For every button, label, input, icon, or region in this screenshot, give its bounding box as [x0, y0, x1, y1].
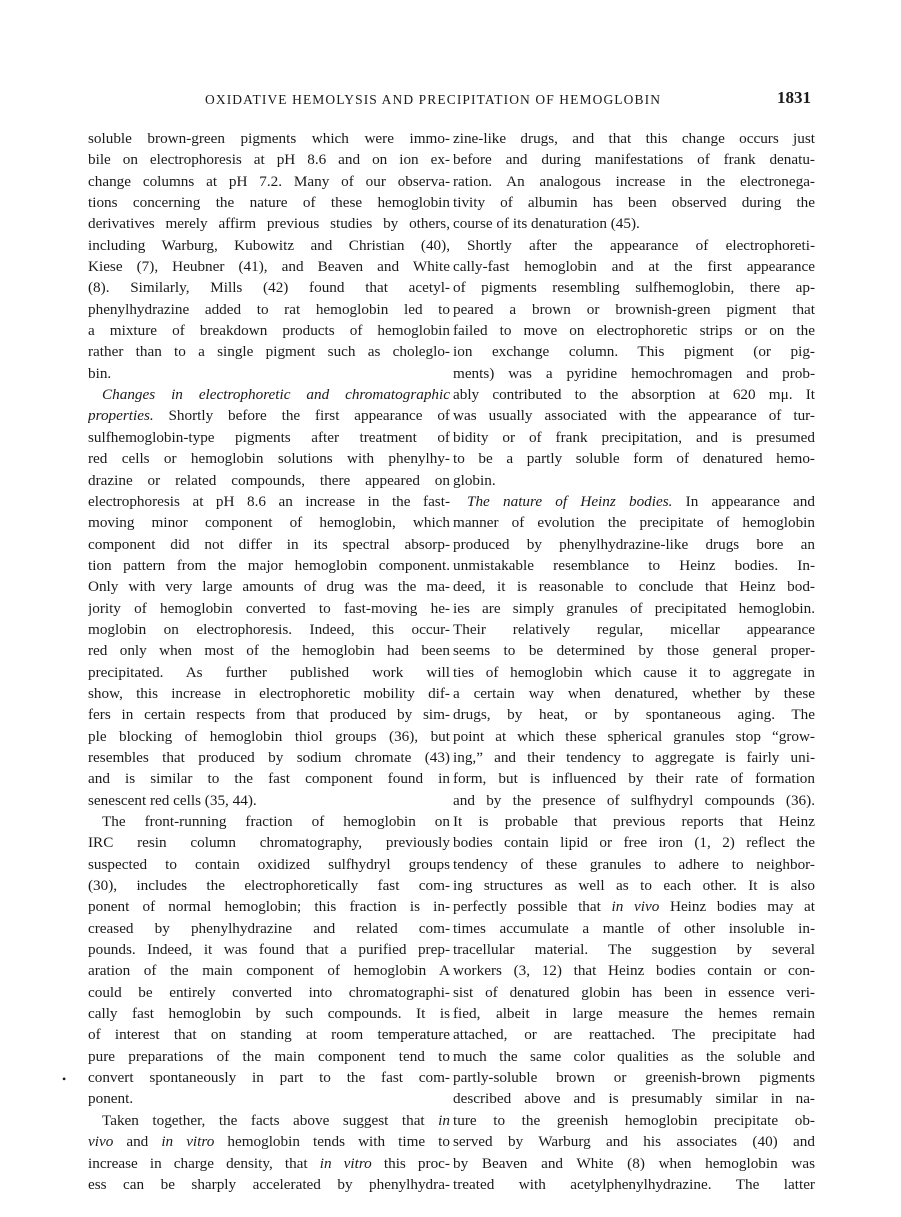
text-run: senescent red cells (35, 44). — [88, 791, 257, 809]
text-run: point at which these spherical granules stop “grow- — [453, 727, 815, 745]
text-run: perfectly possible that — [453, 898, 612, 916]
text-line — [453, 427, 815, 448]
text-line — [453, 683, 815, 704]
text-line — [453, 128, 815, 149]
text-run: ing structures as well as to each other. It is also — [453, 877, 815, 895]
text-line — [453, 256, 815, 277]
text-run: ion exchange column. This pigment (or pig- — [453, 343, 815, 361]
text-line — [88, 960, 450, 981]
text-run: unmistakable resemblance to Heinz bodies. In- — [453, 556, 815, 574]
text-run: ing,” and their tendency to aggregate is fairly uni- — [453, 748, 815, 766]
text-line — [453, 491, 815, 512]
text-run: drazine or related compounds, there appeared on — [88, 471, 450, 489]
text-line — [88, 982, 450, 1003]
text-line — [88, 235, 450, 256]
text-run: bile on electrophoresis at pH 8.6 and on ion ex- — [88, 151, 450, 169]
italic-text: Changes in electrophoretic and chromatographic — [102, 386, 450, 404]
text-line — [453, 960, 815, 981]
text-line — [453, 470, 815, 491]
text-run: before and during manifestations of frank denatu- — [453, 151, 815, 169]
text-run: Only with very large amounts of drug was the ma- — [88, 578, 450, 596]
text-run: derivatives merely affirm previous studies by others, — [88, 215, 450, 233]
text-run: show, this increase in electrophoretic mobility dif- — [88, 684, 450, 702]
text-line — [88, 256, 450, 277]
text-run: tions concerning the nature of these hemoglobin — [88, 194, 450, 212]
text-run: zine-like drugs, and that this change occurs just — [453, 130, 815, 147]
text-run: globin. — [453, 471, 496, 489]
text-run: workers (3, 12) that Heinz bodies contain or con- — [453, 962, 815, 980]
text-run: times accumulate a mantle of other insoluble in- — [453, 919, 815, 937]
text-run: Heinz bodies may at — [659, 898, 815, 916]
italic-text: in vivo — [611, 898, 660, 916]
text-run: pounds. Indeed, it was found that a purified prep- — [88, 941, 450, 959]
text-run: much the same color qualities as the soluble and — [453, 1047, 815, 1065]
text-run: sist of denatured globin has been in essence veri- — [453, 983, 815, 1001]
text-run: bidity or of frank precipitation, and is presumed — [453, 428, 815, 446]
text-run: could be entirely converted into chromatographi- — [88, 983, 450, 1001]
text-run: Shortly after the appearance of electrophoreti- — [467, 236, 815, 254]
text-run: component did not differ in its spectral absorp- — [88, 535, 450, 553]
text-line — [453, 235, 815, 256]
text-line — [88, 384, 450, 405]
text-run: It is probable that previous reports that Heinz — [453, 813, 815, 830]
text-line — [453, 1067, 815, 1088]
text-line — [88, 619, 450, 640]
text-run: electrophoresis at pH 8.6 an increase in the fast- — [88, 492, 450, 510]
text-line — [88, 1046, 450, 1067]
text-line — [453, 405, 815, 426]
text-line — [88, 1153, 450, 1174]
text-line — [88, 405, 450, 426]
text-run: a certain way when denatured, whether by these — [453, 684, 815, 702]
text-run: partly-soluble brown or greenish-brown pigments — [453, 1069, 815, 1087]
text-line — [453, 1110, 815, 1131]
text-line — [453, 662, 815, 683]
italic-text: in vitro — [319, 1154, 372, 1172]
text-line — [453, 171, 815, 192]
text-line — [453, 299, 815, 320]
text-line — [453, 341, 815, 362]
text-line — [453, 555, 815, 576]
text-run: ture to the greenish hemoglobin precipitate ob- — [453, 1111, 815, 1129]
text-line — [88, 427, 450, 448]
text-run: convert spontaneously in part to the fast com- — [88, 1069, 450, 1087]
text-run: ration. An analogous increase in the electronega- — [453, 172, 815, 190]
text-line — [88, 640, 450, 661]
text-run: ess can be sharply accelerated by phenylhydra- — [88, 1175, 450, 1193]
text-run: treated with acetylphenylhydrazine. The latter — [453, 1175, 815, 1193]
text-line — [453, 598, 815, 619]
text-run: described above and is presumably similar in na- — [453, 1090, 815, 1108]
text-run: produced by phenylhydrazine-like drugs bore an — [453, 535, 815, 553]
text-line — [88, 918, 450, 939]
italic-text: vivo — [88, 1133, 114, 1151]
text-run: bodies contain lipid or free iron (1, 2) reflect the — [453, 834, 815, 852]
text-line — [453, 1174, 815, 1195]
text-line — [453, 448, 815, 469]
text-run: cally-fast hemoglobin and at the first appearance — [453, 258, 815, 276]
text-line — [453, 939, 815, 960]
text-run: form, but is influenced by their rate of formation — [453, 770, 815, 788]
text-line — [88, 213, 450, 234]
text-line — [88, 149, 450, 170]
text-line — [88, 320, 450, 341]
text-run: tion pattern from the major hemoglobin component. — [88, 556, 450, 574]
text-line — [88, 662, 450, 683]
text-run: and by the presence of sulfhydryl compounds (36). — [453, 791, 815, 809]
text-run: (30), includes the electrophoretically fast com- — [88, 877, 450, 895]
text-run: The front-running fraction of hemoglobin on — [102, 813, 450, 830]
text-line — [88, 683, 450, 704]
text-line — [88, 939, 450, 960]
text-run: served by Warburg and his associates (40) and — [453, 1133, 815, 1151]
text-run: bin. — [88, 364, 112, 382]
text-run: change columns at pH 7.2. Many of our observa- — [88, 172, 450, 190]
text-line — [453, 384, 815, 405]
text-line — [88, 171, 450, 192]
text-run: manner of evolution the precipitate of hemoglobin — [453, 514, 815, 532]
text-line — [88, 1024, 450, 1045]
text-line — [453, 1003, 815, 1024]
text-line — [453, 534, 815, 555]
text-run: to be a partly soluble form of denatured hemo- — [453, 450, 815, 468]
text-line — [88, 341, 450, 362]
text-line — [453, 1024, 815, 1045]
text-run: aration of the main component of hemoglobin A — [88, 962, 450, 980]
text-line — [453, 192, 815, 213]
text-run: jority of hemoglobin converted to fast-moving he- — [88, 599, 450, 617]
text-run: a mixture of breakdown products of hemoglobin — [88, 322, 450, 340]
text-run: Their relatively regular, micellar appearance — [453, 620, 815, 638]
text-line — [453, 1046, 815, 1067]
text-line — [88, 747, 450, 768]
text-run: phenylhydrazine added to rat hemoglobin led to — [88, 300, 450, 318]
text-run: attached, or are reattached. The precipitate had — [453, 1026, 815, 1044]
left-column — [88, 128, 450, 1195]
text-run: (8). Similarly, Mills (42) found that acetyl- — [88, 279, 450, 297]
text-run: IRC resin column chromatography, previously — [88, 834, 450, 852]
text-line — [88, 811, 450, 832]
text-run: and — [113, 1133, 162, 1151]
running-head: OXIDATIVE HEMOLYSIS AND PRECIPITATION OF HEMOGLOBIN — [205, 92, 662, 107]
text-line — [453, 1088, 815, 1109]
text-line — [88, 832, 450, 853]
text-run: suspected to contain oxidized sulfhydryl groups — [88, 855, 450, 873]
text-run: moving minor component of hemoglobin, which — [88, 514, 450, 532]
text-run: ties of hemoglobin which cause it to aggregate in — [453, 663, 815, 681]
text-line — [88, 726, 450, 747]
text-line — [453, 854, 815, 875]
text-run: fied, albeit in large measure the hemes remain — [453, 1005, 815, 1023]
text-line — [453, 320, 815, 341]
text-run: moglobin on electrophoresis. Indeed, this occur- — [88, 620, 450, 638]
text-line — [88, 875, 450, 896]
text-line — [453, 875, 815, 896]
text-run: of interest that on standing at room temperature — [88, 1026, 450, 1044]
text-run: precipitated. As further published work will — [88, 663, 450, 681]
text-run: drugs, by heat, or by spontaneous aging. The — [453, 706, 815, 724]
text-line — [88, 1003, 450, 1024]
text-line — [88, 512, 450, 533]
text-run: was usually associated with the appearance of tur- — [453, 407, 815, 425]
text-run: resembles that produced by sodium chromate (43) — [88, 748, 450, 766]
text-run: Kiese (7), Heubner (41), and Beaven and White — [88, 258, 450, 276]
text-line — [453, 1131, 815, 1152]
text-line — [453, 768, 815, 789]
text-line — [453, 918, 815, 939]
text-line — [88, 598, 450, 619]
text-run: tracellular material. The suggestion by several — [453, 941, 815, 959]
text-run: ple blocking of hemoglobin thiol groups (36), but — [88, 727, 450, 745]
text-run: failed to move on electrophoretic strips or on the — [453, 322, 815, 340]
italic-text: in vitro — [161, 1133, 215, 1151]
text-line — [88, 1088, 450, 1109]
text-line — [88, 768, 450, 789]
text-line — [88, 1110, 450, 1131]
page-number: 1831 — [777, 88, 811, 107]
text-line — [88, 363, 450, 384]
text-line — [88, 299, 450, 320]
text-run: hemoglobin tends with time to — [214, 1133, 450, 1151]
text-line — [88, 555, 450, 576]
text-run: and is similar to the fast component found in — [88, 770, 450, 788]
text-line — [88, 1067, 450, 1088]
text-run: tivity of albumin has been observed during the — [453, 194, 815, 212]
text-line — [88, 277, 450, 298]
text-line — [88, 448, 450, 469]
text-line — [453, 896, 815, 917]
text-run: ments) was a pyridine hemochromagen and prob- — [453, 364, 815, 382]
text-run: seems to be determined by those general proper- — [453, 642, 815, 660]
text-run: increase in charge density, that — [88, 1154, 320, 1172]
text-line — [453, 982, 815, 1003]
text-line — [88, 128, 450, 149]
text-line — [453, 149, 815, 170]
text-run: of pigments resembling sulfhemoglobin, there ap- — [453, 279, 815, 297]
text-run: tendency of these granules to adhere to neighbor- — [453, 855, 815, 873]
text-line — [453, 576, 815, 597]
text-run: by Beaven and White (8) when hemoglobin was — [453, 1154, 815, 1172]
text-line — [88, 491, 450, 512]
text-line — [88, 1174, 450, 1195]
text-line — [88, 192, 450, 213]
text-line — [88, 534, 450, 555]
text-line — [453, 1153, 815, 1174]
right-column — [453, 128, 815, 1195]
text-line — [453, 747, 815, 768]
text-line — [88, 896, 450, 917]
text-line — [453, 811, 815, 832]
text-run: deed, it is reasonable to conclude that Heinz bod- — [453, 578, 815, 596]
text-line — [453, 213, 815, 234]
text-run: soluble brown-green pigments which were immo- — [88, 130, 450, 147]
text-line — [453, 790, 815, 811]
text-line — [453, 832, 815, 853]
text-line — [88, 854, 450, 875]
text-line — [453, 512, 815, 533]
text-line — [453, 704, 815, 725]
text-line — [88, 704, 450, 725]
italic-text: The nature of Heinz bodies. — [467, 492, 673, 510]
text-run: peared a brown or brownish-green pigment that — [453, 300, 815, 318]
text-line — [453, 619, 815, 640]
text-line — [453, 277, 815, 298]
text-run: red only when most of the hemoglobin had been — [88, 642, 450, 660]
text-run: rather than to a single pigment such as choleglo- — [88, 343, 450, 361]
text-line — [453, 640, 815, 661]
text-run: In appearance and — [672, 492, 815, 510]
text-run: this proc- — [371, 1154, 450, 1172]
italic-text: in — [438, 1111, 450, 1129]
italic-text: properties. — [88, 407, 154, 425]
text-run: ably contributed to the absorption at 620 mμ. It — [453, 386, 815, 404]
text-run: course of its denaturation (45). — [453, 215, 640, 233]
text-run: cally fast hemoglobin by such compounds. It is — [88, 1005, 450, 1023]
text-run: creased by phenylhydrazine and related com- — [88, 919, 450, 937]
text-run: ponent. — [88, 1090, 134, 1108]
text-line — [453, 363, 815, 384]
text-line — [88, 1131, 450, 1152]
text-run: Taken together, the facts above suggest that — [102, 1111, 439, 1129]
text-run: red cells or hemoglobin solutions with phenylhy- — [88, 450, 450, 468]
text-run: ponent of normal hemoglobin; this fraction is in- — [88, 898, 450, 916]
margin-mark: • — [62, 1072, 67, 1086]
text-run: pure preparations of the main component tend to — [88, 1047, 450, 1065]
text-run: fers in certain respects from that produced by sim- — [88, 706, 450, 724]
text-run: ies are simply granules of precipitated hemoglobin. — [453, 599, 815, 617]
text-run: including Warburg, Kubowitz and Christian (40), — [88, 236, 450, 254]
text-run: Shortly before the first appearance of — [153, 407, 450, 425]
text-line — [88, 790, 450, 811]
text-line — [88, 470, 450, 491]
text-line — [88, 576, 450, 597]
text-run: sulfhemoglobin-type pigments after treatment of — [88, 428, 450, 446]
text-line — [453, 726, 815, 747]
